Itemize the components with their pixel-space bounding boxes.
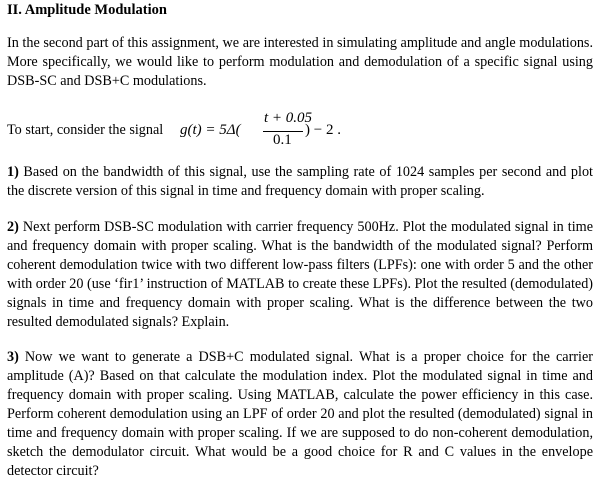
equation-rhs: ) − 2 . [305,122,341,138]
intro-paragraph: In the second part of this assignment, we are interested in simulating amplitude and angle modulations. More specifically, we would like to perform modulation and demodulation of a specific signal using DSB-SC and DSB+C modulations. [7,35,593,89]
equation-lhs: g(t) = 5Δ( [180,122,241,138]
question-1-text: Based on the bandwidth of this signal, use the sampling rate of 1024 samples per second and plot the discrete version of this signal in time and frequency domain with proper scaling. [7,164,593,199]
equation-numerator: t + 0.05 [264,110,313,126]
signal-definition [7,110,593,154]
question-3 [7,348,593,481]
question-1 [7,163,593,201]
equation-denominator: 0.1 [273,132,292,148]
question-2-number: 2) [7,219,19,235]
question-3-number: 3) [7,349,19,365]
signal-equation [180,110,360,154]
question-3-text: Now we want to generate a DSB+C modulated signal. What is a proper choice for the carrier amplitude (A)? Based on that calculate the modulation index. Plot the modulated signal in time and frequency domain with proper scaling. Using MATLAB, calculate the power efficiency in this case. Perform coherent demodulation using an LPF of order 20 and plot the resulted (demodulated) signal in time and frequency domain with proper scaling. If we are supposed to do non-coherent demodulation, sketch the demodulator circuit. What would be a good choice for R and C values in the envelope detector circuit? [7,349,593,479]
question-2 [7,218,593,332]
question-1-number: 1) [7,164,19,180]
signal-intro-text: To start, consider the signal [7,122,164,138]
section-heading: II. Amplitude Modulation [7,2,167,18]
question-2-text: Next perform DSB-SC modulation with carrier frequency 500Hz. Plot the modulated signal in time and frequency domain with proper scaling. What is the bandwidth of the modulated signal? Perform coherent demodulation twice with two different low-pass filters (LPFs): one with order 5 and the other with order 20 (use ‘fir1’ instruction of MATLAB to create these LPFs). Plot the resulted (demodulated) signals in time and frequency domain with proper scaling. What is the difference between the two resulted demodulated signals? Explain. [7,219,594,330]
